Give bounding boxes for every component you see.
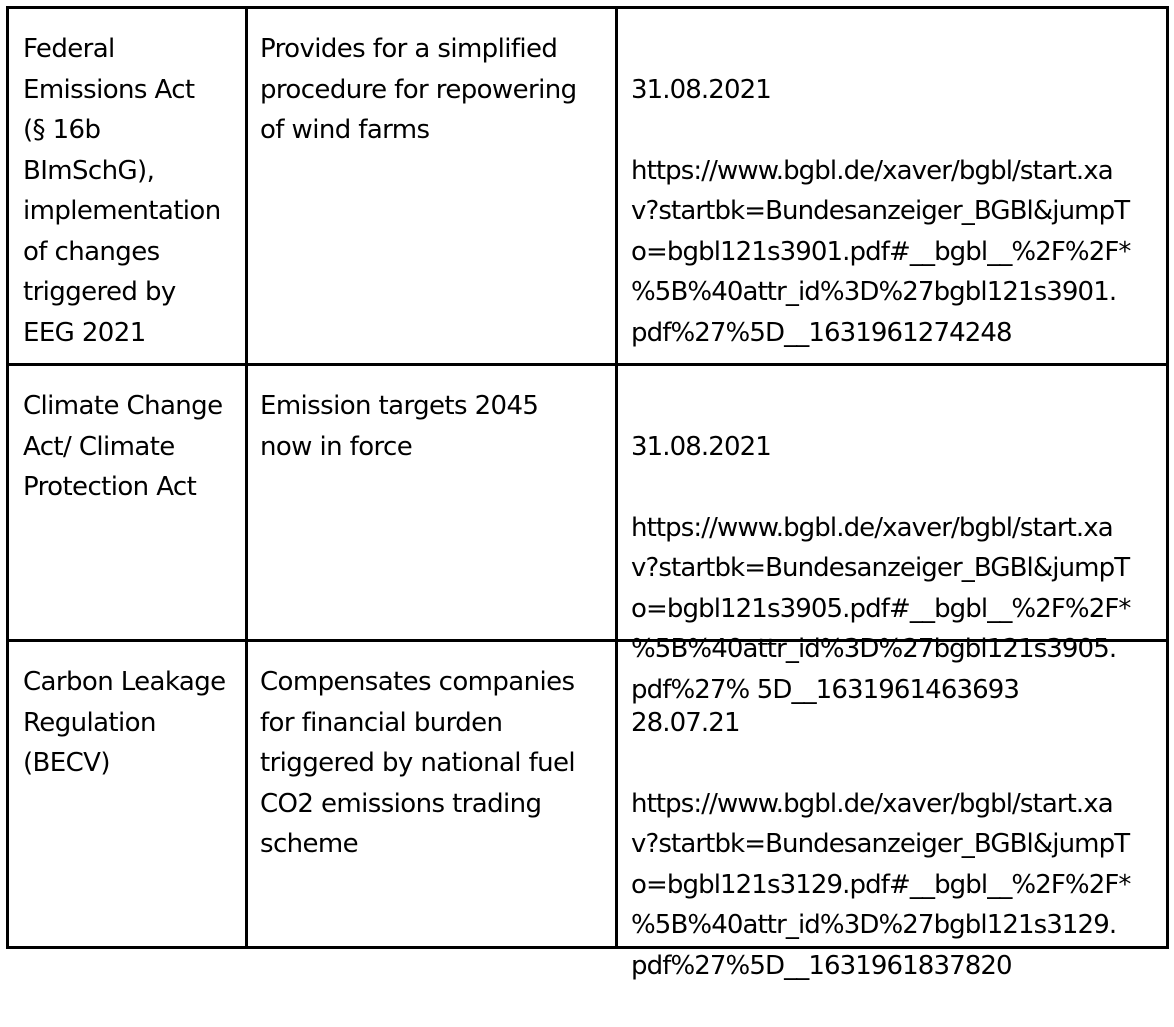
row-3-source-cell xyxy=(631,662,1166,1027)
legislation-table xyxy=(6,6,1169,981)
row-2-link[interactable]: https://www.bgbl.de/xaver/bgbl/start.xa v?startbk=Bundesanzeiger_BGBl&jumpT o=bgbl121s3905.pdf#__bgbl__%2F%2F* %5B%40attr_id%3D%27bgbl121s3905. pdf%27% 5D__1631961463693 xyxy=(631,512,1131,705)
row-3-law-cell: Carbon Leakage Regulation (BECV) xyxy=(23,667,226,778)
row-1-link[interactable]: https://www.bgbl.de/xaver/bgbl/start.xa v?startbk=Bundesanzeiger_BGBl&jumpT o=bgbl121s3901.pdf#__bgbl__%2F%2F* %5B%40attr_id%3D%27bgbl121s3901. pdf%27%5D__1631961274248 xyxy=(631,155,1131,348)
row-2-description-cell: Emission targets 2045 now in force xyxy=(260,391,539,462)
row-3-link[interactable]: https://www.bgbl.de/xaver/bgbl/start.xa v?startbk=Bundesanzeiger_BGBl&jumpT o=bgbl121s3129.pdf#__bgbl__%2F%2F* %5B%40attr_id%3D%27bgbl121s3129. pdf%27%5D__1631961837820 xyxy=(631,788,1131,981)
row-1-date: 31.08.2021 xyxy=(631,74,771,105)
row-2-law-cell: Climate Change Act/ Climate Protection Act xyxy=(23,391,223,502)
column-divider-1 xyxy=(245,9,248,946)
row-3-date: 28.07.21 xyxy=(631,707,740,738)
row-2-date: 31.08.2021 xyxy=(631,431,771,462)
column-divider-2 xyxy=(615,9,618,946)
row-1-source-cell xyxy=(631,29,1166,394)
row-1-law-cell: Federal Emissions Act (§ 16b BImSchG), implementation of changes triggered by EEG 2021 xyxy=(23,34,221,348)
row-1-description-cell: Provides for a simplified procedure for repowering of wind farms xyxy=(260,34,577,145)
row-3-description-cell: Compensates companies for financial burden triggered by national fuel CO2 emissions trading scheme xyxy=(260,667,576,859)
